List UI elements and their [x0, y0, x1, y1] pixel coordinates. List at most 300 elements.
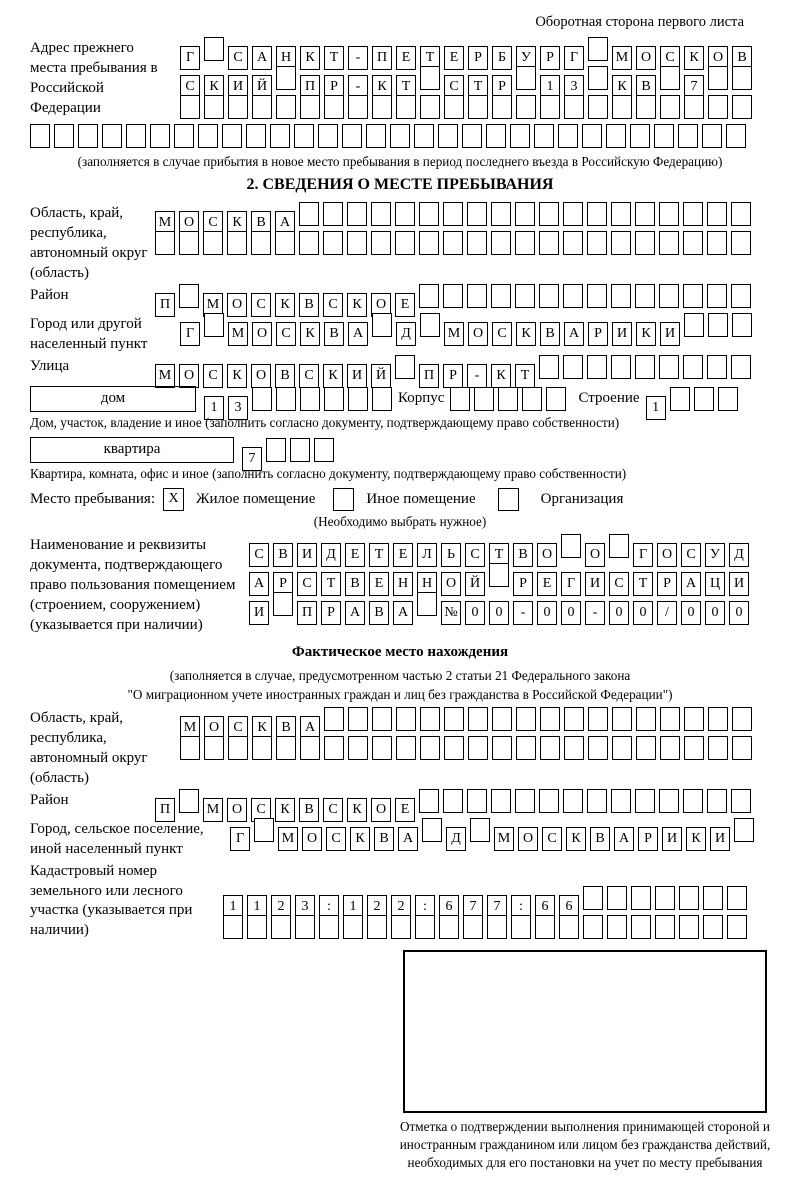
char-box[interactable]: [470, 818, 490, 842]
char-box[interactable]: [417, 592, 437, 616]
char-box[interactable]: С: [542, 827, 562, 851]
char-box[interactable]: [439, 915, 459, 939]
char-box[interactable]: Г: [180, 322, 200, 346]
char-box[interactable]: [563, 355, 583, 379]
char-box[interactable]: [539, 202, 559, 226]
char-box[interactable]: [444, 95, 464, 119]
char-box[interactable]: [635, 355, 655, 379]
char-box[interactable]: П: [372, 46, 392, 70]
char-box[interactable]: А: [681, 572, 701, 596]
char-box[interactable]: [252, 736, 272, 760]
char-box[interactable]: [228, 95, 248, 119]
char-box[interactable]: Б: [492, 46, 512, 70]
char-box[interactable]: [420, 707, 440, 731]
char-box[interactable]: К: [252, 716, 272, 740]
char-box[interactable]: К: [275, 798, 295, 822]
char-box[interactable]: 2: [271, 895, 291, 919]
char-box[interactable]: [588, 95, 608, 119]
char-box[interactable]: 7: [684, 75, 704, 99]
char-box[interactable]: [707, 284, 727, 308]
char-box[interactable]: Т: [396, 75, 416, 99]
char-box[interactable]: [731, 202, 751, 226]
char-box[interactable]: [540, 736, 560, 760]
char-box[interactable]: 0: [537, 601, 557, 625]
char-box[interactable]: К: [566, 827, 586, 851]
char-box[interactable]: [498, 387, 518, 411]
char-box[interactable]: Е: [393, 543, 413, 567]
char-box[interactable]: О: [371, 798, 391, 822]
char-box[interactable]: И: [729, 572, 749, 596]
char-box[interactable]: [612, 736, 632, 760]
char-box[interactable]: [587, 202, 607, 226]
char-box[interactable]: [492, 95, 512, 119]
char-box[interactable]: [487, 915, 507, 939]
char-box[interactable]: [707, 355, 727, 379]
char-box[interactable]: [583, 886, 603, 910]
char-box[interactable]: [54, 124, 74, 148]
char-box[interactable]: [323, 231, 343, 255]
char-box[interactable]: [276, 95, 296, 119]
char-box[interactable]: [534, 124, 554, 148]
char-box[interactable]: [323, 202, 343, 226]
char-box[interactable]: [318, 124, 338, 148]
char-box[interactable]: [444, 707, 464, 731]
char-box[interactable]: Р: [443, 364, 463, 388]
char-box[interactable]: С: [681, 543, 701, 567]
char-box[interactable]: Г: [230, 827, 250, 851]
char-box[interactable]: К: [347, 293, 367, 317]
char-box[interactable]: [420, 95, 440, 119]
char-box[interactable]: [539, 355, 559, 379]
char-box[interactable]: С: [299, 364, 319, 388]
char-box[interactable]: [468, 707, 488, 731]
char-box[interactable]: В: [540, 322, 560, 346]
char-box[interactable]: [467, 202, 487, 226]
char-box[interactable]: [583, 915, 603, 939]
char-box[interactable]: [611, 202, 631, 226]
char-box[interactable]: Р: [324, 75, 344, 99]
char-box[interactable]: [414, 124, 434, 148]
char-box[interactable]: [558, 124, 578, 148]
char-box[interactable]: 2: [391, 895, 411, 919]
char-box[interactable]: :: [415, 895, 435, 919]
char-box[interactable]: [444, 736, 464, 760]
char-box[interactable]: С: [323, 798, 343, 822]
char-box[interactable]: А: [275, 211, 295, 235]
stay-option-other-checkbox[interactable]: [333, 488, 354, 511]
char-box[interactable]: [492, 736, 512, 760]
char-box[interactable]: И: [249, 601, 269, 625]
char-box[interactable]: К: [686, 827, 706, 851]
char-box[interactable]: [732, 736, 752, 760]
char-box[interactable]: [612, 95, 632, 119]
char-box[interactable]: [395, 231, 415, 255]
char-box[interactable]: О: [302, 827, 322, 851]
char-box[interactable]: [588, 66, 608, 90]
char-box[interactable]: [535, 915, 555, 939]
char-box[interactable]: Р: [513, 572, 533, 596]
char-box[interactable]: [419, 202, 439, 226]
char-box[interactable]: М: [155, 364, 175, 388]
char-box[interactable]: О: [204, 716, 224, 740]
char-box[interactable]: Е: [395, 293, 415, 317]
char-box[interactable]: Ь: [441, 543, 461, 567]
char-box[interactable]: Т: [515, 364, 535, 388]
char-box[interactable]: [491, 202, 511, 226]
char-box[interactable]: [203, 231, 223, 255]
char-box[interactable]: [491, 284, 511, 308]
char-box[interactable]: С: [251, 798, 271, 822]
char-box[interactable]: [635, 202, 655, 226]
char-box[interactable]: [511, 915, 531, 939]
char-box[interactable]: К: [300, 322, 320, 346]
char-box[interactable]: [635, 284, 655, 308]
char-box[interactable]: Й: [252, 75, 272, 99]
char-box[interactable]: [276, 387, 296, 411]
char-box[interactable]: [222, 124, 242, 148]
char-box[interactable]: П: [419, 364, 439, 388]
char-box[interactable]: М: [203, 293, 223, 317]
char-box[interactable]: 6: [559, 895, 579, 919]
char-box[interactable]: [343, 915, 363, 939]
char-box[interactable]: В: [299, 798, 319, 822]
char-box[interactable]: 1: [223, 895, 243, 919]
char-box[interactable]: И: [297, 543, 317, 567]
char-box[interactable]: [546, 387, 566, 411]
char-box[interactable]: [492, 707, 512, 731]
char-box[interactable]: 0: [561, 601, 581, 625]
char-box[interactable]: [419, 284, 439, 308]
char-box[interactable]: [443, 789, 463, 813]
char-box[interactable]: В: [275, 364, 295, 388]
char-box[interactable]: [522, 387, 542, 411]
char-box[interactable]: 3: [564, 75, 584, 99]
char-box[interactable]: [582, 124, 602, 148]
char-box[interactable]: С: [203, 364, 223, 388]
char-box[interactable]: [732, 66, 752, 90]
char-box[interactable]: [612, 707, 632, 731]
char-box[interactable]: К: [491, 364, 511, 388]
char-box[interactable]: -: [513, 601, 533, 625]
char-box[interactable]: В: [374, 827, 394, 851]
char-box[interactable]: [703, 886, 723, 910]
char-box[interactable]: [290, 438, 310, 462]
char-box[interactable]: [372, 95, 392, 119]
char-box[interactable]: [678, 124, 698, 148]
char-box[interactable]: [631, 915, 651, 939]
char-box[interactable]: [718, 387, 738, 411]
char-box[interactable]: [732, 707, 752, 731]
char-box[interactable]: [348, 707, 368, 731]
char-box[interactable]: [102, 124, 122, 148]
char-box[interactable]: [659, 202, 679, 226]
char-box[interactable]: Т: [468, 75, 488, 99]
char-box[interactable]: О: [657, 543, 677, 567]
char-box[interactable]: Р: [638, 827, 658, 851]
char-box[interactable]: [564, 707, 584, 731]
char-box[interactable]: Т: [321, 572, 341, 596]
char-box[interactable]: [731, 284, 751, 308]
char-box[interactable]: [516, 66, 536, 90]
char-box[interactable]: [179, 284, 199, 308]
char-box[interactable]: М: [612, 46, 632, 70]
char-box[interactable]: [539, 789, 559, 813]
char-box[interactable]: [443, 284, 463, 308]
char-box[interactable]: [708, 736, 728, 760]
char-box[interactable]: [684, 95, 704, 119]
char-box[interactable]: [694, 387, 714, 411]
char-box[interactable]: 0: [465, 601, 485, 625]
char-box[interactable]: М: [494, 827, 514, 851]
char-box[interactable]: [611, 789, 631, 813]
char-box[interactable]: [270, 124, 290, 148]
char-box[interactable]: [300, 736, 320, 760]
char-box[interactable]: [227, 231, 247, 255]
char-box[interactable]: В: [299, 293, 319, 317]
char-box[interactable]: К: [323, 364, 343, 388]
char-box[interactable]: [659, 789, 679, 813]
char-box[interactable]: Н: [276, 46, 296, 70]
char-box[interactable]: 1: [540, 75, 560, 99]
char-box[interactable]: [659, 231, 679, 255]
char-box[interactable]: [655, 915, 675, 939]
char-box[interactable]: [223, 915, 243, 939]
char-box[interactable]: [636, 736, 656, 760]
char-box[interactable]: [300, 387, 320, 411]
char-box[interactable]: 6: [439, 895, 459, 919]
char-box[interactable]: :: [511, 895, 531, 919]
char-box[interactable]: [654, 124, 674, 148]
char-box[interactable]: 7: [487, 895, 507, 919]
char-box[interactable]: Е: [345, 543, 365, 567]
char-box[interactable]: А: [398, 827, 418, 851]
char-box[interactable]: [314, 438, 334, 462]
char-box[interactable]: 0: [633, 601, 653, 625]
char-box[interactable]: [636, 95, 656, 119]
char-box[interactable]: [655, 886, 675, 910]
char-box[interactable]: [727, 915, 747, 939]
char-box[interactable]: И: [585, 572, 605, 596]
char-box[interactable]: -: [585, 601, 605, 625]
char-box[interactable]: [563, 202, 583, 226]
char-box[interactable]: [670, 387, 690, 411]
char-box[interactable]: [246, 124, 266, 148]
char-box[interactable]: Т: [489, 543, 509, 567]
char-box[interactable]: [489, 563, 509, 587]
char-box[interactable]: О: [252, 322, 272, 346]
char-box[interactable]: [347, 231, 367, 255]
char-box[interactable]: А: [252, 46, 272, 70]
char-box[interactable]: [371, 202, 391, 226]
char-box[interactable]: [372, 736, 392, 760]
char-box[interactable]: [726, 124, 746, 148]
char-box[interactable]: С: [326, 827, 346, 851]
char-box[interactable]: [422, 818, 442, 842]
char-box[interactable]: [390, 124, 410, 148]
char-box[interactable]: Т: [324, 46, 344, 70]
char-box[interactable]: М: [180, 716, 200, 740]
char-box[interactable]: [515, 284, 535, 308]
char-box[interactable]: А: [249, 572, 269, 596]
char-box[interactable]: М: [278, 827, 298, 851]
char-box[interactable]: В: [324, 322, 344, 346]
char-box[interactable]: [510, 124, 530, 148]
char-box[interactable]: К: [372, 75, 392, 99]
char-box[interactable]: [438, 124, 458, 148]
char-box[interactable]: Р: [588, 322, 608, 346]
char-box[interactable]: [180, 95, 200, 119]
char-box[interactable]: 0: [489, 601, 509, 625]
char-box[interactable]: [659, 284, 679, 308]
char-box[interactable]: А: [345, 601, 365, 625]
char-box[interactable]: [294, 124, 314, 148]
stay-option-residential-checkbox[interactable]: X: [163, 488, 184, 511]
char-box[interactable]: К: [684, 46, 704, 70]
char-box[interactable]: [155, 231, 175, 255]
char-box[interactable]: [609, 534, 629, 558]
char-box[interactable]: [684, 313, 704, 337]
char-box[interactable]: [391, 915, 411, 939]
char-box[interactable]: М: [228, 322, 248, 346]
char-box[interactable]: [588, 707, 608, 731]
char-box[interactable]: Й: [371, 364, 391, 388]
char-box[interactable]: [450, 387, 470, 411]
char-box[interactable]: О: [636, 46, 656, 70]
char-box[interactable]: [420, 313, 440, 337]
char-box[interactable]: Д: [729, 543, 749, 567]
char-box[interactable]: Р: [657, 572, 677, 596]
char-box[interactable]: [559, 915, 579, 939]
char-box[interactable]: [659, 355, 679, 379]
char-box[interactable]: М: [444, 322, 464, 346]
char-box[interactable]: [180, 736, 200, 760]
char-box[interactable]: [587, 355, 607, 379]
char-box[interactable]: [299, 202, 319, 226]
char-box[interactable]: -: [467, 364, 487, 388]
char-box[interactable]: С: [249, 543, 269, 567]
char-box[interactable]: 3: [295, 895, 315, 919]
char-box[interactable]: [516, 707, 536, 731]
char-box[interactable]: [204, 313, 224, 337]
char-box[interactable]: [588, 736, 608, 760]
char-box[interactable]: 7: [242, 447, 262, 471]
char-box[interactable]: [660, 707, 680, 731]
char-box[interactable]: [539, 284, 559, 308]
char-box[interactable]: В: [345, 572, 365, 596]
char-box[interactable]: В: [276, 716, 296, 740]
char-box[interactable]: И: [228, 75, 248, 99]
char-box[interactable]: И: [660, 322, 680, 346]
char-box[interactable]: Д: [321, 543, 341, 567]
char-box[interactable]: В: [513, 543, 533, 567]
char-box[interactable]: С: [228, 716, 248, 740]
char-box[interactable]: №: [441, 601, 461, 625]
char-box[interactable]: :: [319, 895, 339, 919]
char-box[interactable]: [564, 95, 584, 119]
char-box[interactable]: К: [350, 827, 370, 851]
char-box[interactable]: [300, 95, 320, 119]
char-box[interactable]: В: [636, 75, 656, 99]
char-box[interactable]: [348, 387, 368, 411]
char-box[interactable]: Е: [396, 46, 416, 70]
char-box[interactable]: С: [323, 293, 343, 317]
char-box[interactable]: Л: [417, 543, 437, 567]
char-box[interactable]: [561, 534, 581, 558]
char-box[interactable]: [395, 202, 415, 226]
char-box[interactable]: [396, 736, 416, 760]
char-box[interactable]: [179, 231, 199, 255]
char-box[interactable]: [468, 95, 488, 119]
char-box[interactable]: [366, 124, 386, 148]
char-box[interactable]: К: [227, 364, 247, 388]
char-box[interactable]: Т: [369, 543, 389, 567]
char-box[interactable]: [420, 736, 440, 760]
char-box[interactable]: К: [516, 322, 536, 346]
char-box[interactable]: [679, 886, 699, 910]
char-box[interactable]: [204, 736, 224, 760]
char-box[interactable]: Д: [396, 322, 416, 346]
char-box[interactable]: И: [710, 827, 730, 851]
char-box[interactable]: О: [441, 572, 461, 596]
char-box[interactable]: [660, 736, 680, 760]
char-box[interactable]: [587, 231, 607, 255]
char-box[interactable]: М: [203, 798, 223, 822]
char-box[interactable]: [702, 124, 722, 148]
char-box[interactable]: [683, 202, 703, 226]
char-box[interactable]: /: [657, 601, 677, 625]
char-box[interactable]: [198, 124, 218, 148]
char-box[interactable]: [607, 915, 627, 939]
char-box[interactable]: [276, 736, 296, 760]
char-box[interactable]: [372, 387, 392, 411]
char-box[interactable]: К: [227, 211, 247, 235]
char-box[interactable]: [540, 95, 560, 119]
char-box[interactable]: [540, 707, 560, 731]
char-box[interactable]: П: [155, 798, 175, 822]
char-box[interactable]: С: [444, 75, 464, 99]
char-box[interactable]: О: [537, 543, 557, 567]
char-box[interactable]: [467, 231, 487, 255]
char-box[interactable]: С: [203, 211, 223, 235]
char-box[interactable]: И: [662, 827, 682, 851]
char-box[interactable]: [372, 313, 392, 337]
char-box[interactable]: В: [732, 46, 752, 70]
char-box[interactable]: [179, 789, 199, 813]
char-box[interactable]: [563, 231, 583, 255]
char-box[interactable]: [683, 355, 703, 379]
char-box[interactable]: [683, 231, 703, 255]
char-box[interactable]: 1: [247, 895, 267, 919]
char-box[interactable]: [707, 202, 727, 226]
char-box[interactable]: 6: [535, 895, 555, 919]
char-box[interactable]: А: [614, 827, 634, 851]
char-box[interactable]: [491, 789, 511, 813]
char-box[interactable]: С: [251, 293, 271, 317]
char-box[interactable]: [415, 915, 435, 939]
char-box[interactable]: [276, 66, 296, 90]
char-box[interactable]: [679, 915, 699, 939]
char-box[interactable]: [324, 387, 344, 411]
char-box[interactable]: И: [347, 364, 367, 388]
char-box[interactable]: К: [612, 75, 632, 99]
char-box[interactable]: [611, 231, 631, 255]
char-box[interactable]: Д: [446, 827, 466, 851]
char-box[interactable]: О: [179, 364, 199, 388]
char-box[interactable]: [636, 707, 656, 731]
char-box[interactable]: [731, 231, 751, 255]
char-box[interactable]: [515, 231, 535, 255]
char-box[interactable]: [204, 95, 224, 119]
